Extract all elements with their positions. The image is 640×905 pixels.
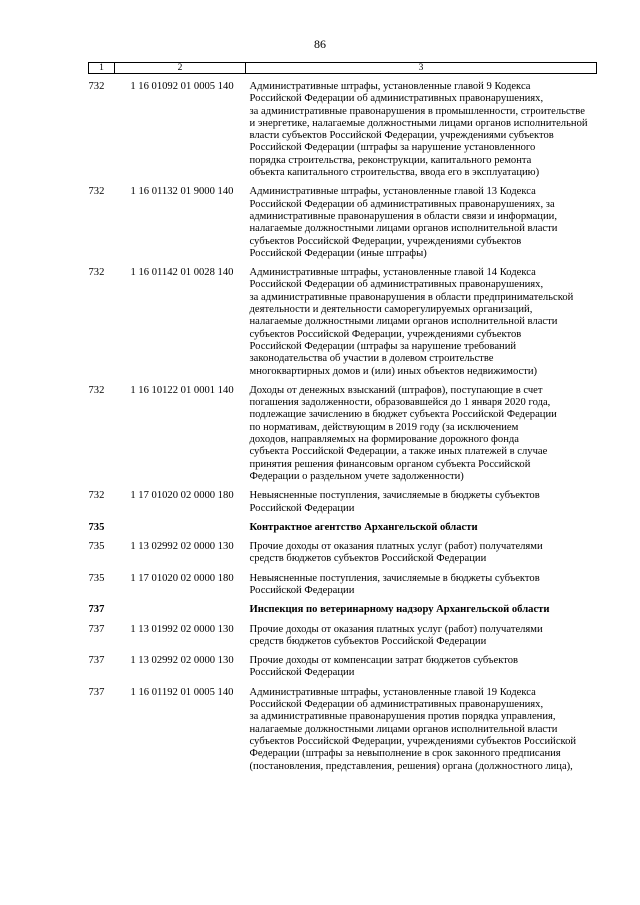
column-header-1: 1	[89, 63, 115, 74]
admin-code-cell: 737	[88, 623, 105, 635]
row-spacer	[89, 74, 597, 82]
table-row	[89, 624, 597, 649]
row-spacer	[89, 179, 597, 186]
row-spacer	[89, 680, 597, 687]
budget-code-cell	[115, 604, 246, 616]
revenue-name-cell: Прочие доходы от компенсации затрат бюджетов субъектов Российской Федерации	[249, 655, 519, 679]
revenue-name-cell: Невыясненные поступления, зачисляемые в бюджеты субъектов Российской Федерации	[249, 572, 540, 596]
admin-code-cell: 732	[88, 81, 105, 92]
admin-code-cell: 735	[88, 572, 105, 584]
revenue-name-cell: Административные штрафы, установленные главой 14 Кодекса Российской Федерации об административных правонарушениях, за административные правонарушения в области предпринимательской деятельности и деятельности саморегулируемых организаций, налагаемые должностными лицами органов исполнительной власти субъектов Российской Федерации, учреждениями субъектов Российской Федерации (штрафы за нарушение требований законодательства об участии в долевом строительстве многоквартирных домов и (или) иных объектов недвижимости)	[249, 267, 574, 377]
row-spacer	[89, 648, 597, 655]
budget-code-cell: 1 16 01142 01 0028 140	[130, 267, 234, 279]
row-spacer	[89, 378, 597, 385]
row-spacer	[89, 483, 597, 490]
row-spacer	[89, 597, 597, 604]
budget-code-cell: 1 17 01020 02 0000 180	[130, 490, 234, 502]
admin-code-cell: 737	[88, 604, 105, 616]
admin-code-cell: 737	[88, 686, 105, 698]
budget-code-cell: 1 13 01992 02 0000 130	[130, 623, 234, 635]
budget-code-cell	[115, 522, 246, 534]
table-header-row	[89, 63, 597, 74]
table-row	[89, 655, 597, 680]
column-header-3: 3	[246, 63, 597, 74]
table-row	[89, 385, 597, 483]
budget-code-cell: 1 16 10122 01 0001 140	[130, 384, 234, 396]
budget-code-cell: 1 13 02992 02 0000 130	[130, 541, 234, 553]
revenue-name-cell: Контрактное агентство Архангельской области	[249, 521, 478, 533]
revenue-name-cell: Доходы от денежных взысканий (штрафов), поступающие в счет погашения задолженности, образовавшейся до 1 января 2020 года, подлежащие зачислению в бюджет субъекта Российской Федерации по нормативам, действующим в 2019 году (за исключением доходов, направляемых на формирование дорожного фонда субъекта Российской Федерации, а также иных платежей в случае принятия решения финансовым органом субъекта Российской Федерации о раздельном учете задолженности)	[249, 384, 557, 482]
table-row	[89, 490, 597, 515]
revenue-name-cell: Административные штрафы, установленные главой 19 Кодекса Российской Федерации об административных правонарушениях, за административные правонарушения против порядка управления, налагаемые должностными лицами органов исполнительной власти субъектов Российской Федерации, учреждениями субъектов Российской Федерации (штрафы за невыполнение в срок законного предписания (постановления, представления, решения) органа (должностного лица),	[249, 686, 577, 772]
revenue-name-cell: Административные штрафы, установленные главой 9 Кодекса Российской Федерации об административных правонарушениях, за административные правонарушения в промышленности, строительстве и энергетике, налагаемые должностными лицами органов исполнительной власти субъектов Российской Федерации, учреждениями субъектов Российской Федерации (штрафы за нарушение установленного порядка строительства, реконструкции, капитального ремонта объекта капитального строительства, ввода его в эксплуатацию)	[249, 81, 588, 179]
revenue-name-cell: Административные штрафы, установленные главой 13 Кодекса Российской Федерации об административных правонарушениях, за административные правонарушения в области связи и информации, налагаемые должностными лицами органов исполнительной власти субъектов Российской Федерации, учреждениями субъектов Российской Федерации (иные штрафы)	[249, 186, 558, 259]
admin-code-cell: 732	[88, 267, 105, 279]
page-number: 86	[314, 37, 326, 51]
admin-code-cell: 732	[88, 186, 105, 198]
row-spacer	[89, 260, 597, 267]
revenue-name-cell: Инспекция по ветеринарному надзору Архангельской области	[249, 604, 550, 616]
row-spacer	[89, 515, 597, 522]
budget-code-cell: 1 13 02992 02 0000 130	[130, 655, 234, 667]
budget-code-cell: 1 16 01132 01 9000 140	[130, 186, 234, 198]
column-header-2: 2	[115, 63, 246, 74]
admin-code-cell: 735	[88, 541, 105, 553]
admin-code-cell: 735	[88, 521, 105, 533]
admin-code-cell: 732	[88, 490, 105, 502]
budget-code-cell: 1 16 01192 01 0005 140	[130, 686, 234, 698]
admin-code-cell: 732	[88, 384, 105, 396]
revenue-name-cell: Прочие доходы от оказания платных услуг (работ) получателями средств бюджетов субъектов Российской Федерации	[249, 623, 543, 647]
table-row	[89, 541, 597, 566]
revenue-name-cell: Прочие доходы от оказания платных услуг (работ) получателями средств бюджетов субъектов Российской Федерации	[249, 541, 543, 565]
table-row	[89, 81, 597, 179]
budget-code-cell: 1 16 01092 01 0005 140	[130, 81, 234, 92]
row-spacer	[89, 617, 597, 624]
row-spacer	[89, 534, 597, 541]
budget-code-cell: 1 17 01020 02 0000 180	[130, 572, 234, 584]
table-section-header-row	[89, 604, 597, 616]
table-row	[89, 186, 597, 260]
table-section-header-row	[89, 522, 597, 534]
table-row	[89, 687, 597, 773]
row-spacer	[89, 566, 597, 573]
admin-code-cell: 737	[88, 655, 105, 667]
table-row	[89, 267, 597, 378]
table-row	[89, 573, 597, 598]
budget-revenue-table	[88, 62, 597, 773]
revenue-name-cell: Невыясненные поступления, зачисляемые в бюджеты субъектов Российской Федерации	[249, 490, 540, 514]
